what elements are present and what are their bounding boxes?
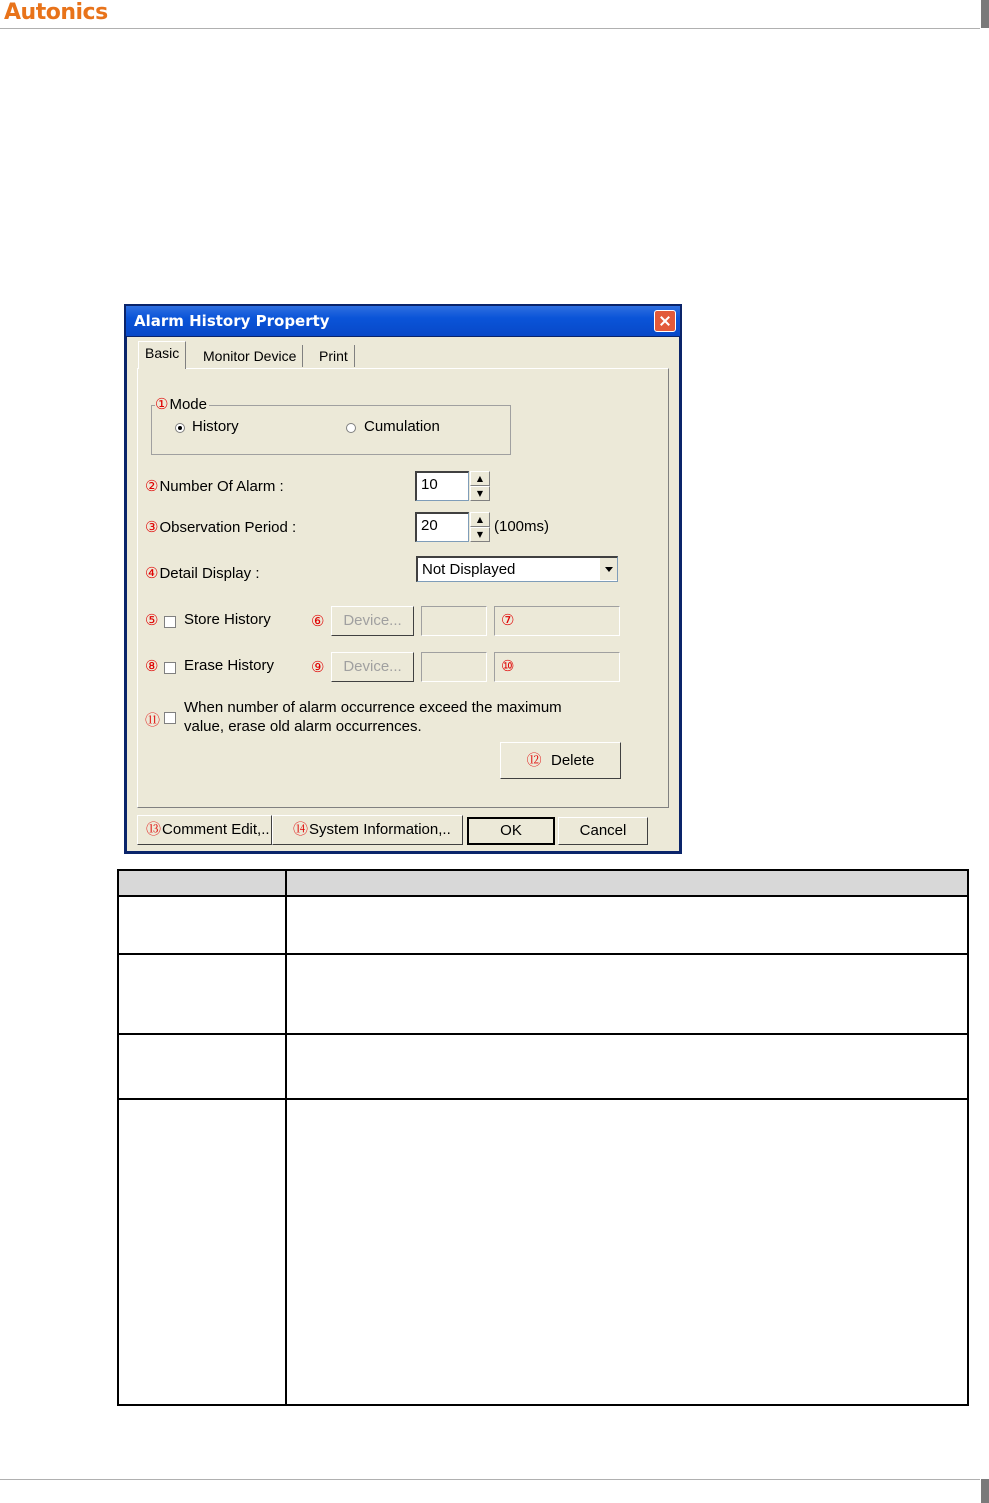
tab-monitor-device[interactable]: Monitor Device <box>197 345 303 367</box>
mode-label <box>155 395 209 413</box>
table-cell <box>286 896 968 954</box>
table-row <box>118 1099 968 1405</box>
history-radio[interactable] <box>175 423 185 433</box>
spin-down-icon[interactable]: ▼ <box>470 486 490 501</box>
table-header-row <box>118 870 968 896</box>
observation-period-spinner[interactable] <box>470 512 490 542</box>
delete-button[interactable] <box>500 742 621 779</box>
description-table <box>117 869 969 1406</box>
header-block <box>981 0 989 28</box>
footer-rule <box>0 1479 980 1480</box>
marker-7: ⑦ <box>501 612 515 629</box>
marker-3: ③ <box>145 519 159 536</box>
erase-device-name-field[interactable] <box>494 652 620 682</box>
cumulation-radio-label[interactable]: Cumulation <box>364 418 440 435</box>
observation-period-text: Observation Period : <box>159 519 297 536</box>
marker-13: ⑬ <box>146 821 162 838</box>
observation-period-label <box>145 518 296 536</box>
spin-up-icon[interactable]: ▲ <box>470 512 490 527</box>
table-cell <box>118 1099 286 1405</box>
title-bar[interactable] <box>126 306 680 336</box>
table-header-cell <box>286 870 968 896</box>
tab-print[interactable]: Print <box>313 345 355 367</box>
marker-14: ⑭ <box>293 821 309 838</box>
number-of-alarm-spinner[interactable] <box>470 471 490 501</box>
detail-display-value: Not Displayed <box>422 561 516 578</box>
close-icon[interactable] <box>654 310 676 332</box>
observation-period-unit: (100ms) <box>494 518 550 535</box>
cancel-button[interactable]: Cancel <box>558 817 648 845</box>
table-cell <box>118 1034 286 1099</box>
header-rule <box>0 28 980 29</box>
detail-display-text: Detail Display : <box>159 565 260 582</box>
comment-edit-button[interactable] <box>137 815 272 845</box>
number-of-alarm-text: Number Of Alarm : <box>159 478 284 495</box>
store-history-label[interactable]: Store History <box>184 611 271 628</box>
number-of-alarm-input[interactable]: 10 <box>415 471 469 501</box>
erase-history-checkbox[interactable] <box>164 662 176 674</box>
table-cell <box>286 1099 968 1405</box>
chevron-down-icon[interactable] <box>599 558 617 580</box>
brand-logo: Autonics <box>4 0 108 25</box>
ok-button[interactable]: OK <box>467 817 555 845</box>
marker-12: ⑫ <box>526 752 542 769</box>
spin-down-icon[interactable]: ▼ <box>470 527 490 542</box>
store-device-name-field[interactable] <box>494 606 620 636</box>
marker-6: ⑥ <box>311 613 325 630</box>
alarm-history-dialog <box>124 304 682 854</box>
erase-old-checkbox[interactable] <box>164 712 176 724</box>
table-cell <box>286 1034 968 1099</box>
detail-display-label <box>145 564 260 582</box>
erase-history-label[interactable]: Erase History <box>184 657 275 674</box>
marker-1: ① <box>155 396 169 413</box>
store-history-checkbox[interactable] <box>164 616 176 628</box>
erase-old-line2[interactable]: value, erase old alarm occurrences. <box>184 718 422 735</box>
marker-4: ④ <box>145 565 159 582</box>
detail-display-select[interactable] <box>416 556 618 582</box>
cumulation-radio[interactable] <box>346 423 356 433</box>
marker-2: ② <box>145 478 159 495</box>
store-device-field[interactable] <box>421 606 487 636</box>
system-information-label: System Information,.. <box>309 821 451 838</box>
comment-edit-label: Comment Edit,.. <box>162 821 270 838</box>
store-device-button[interactable]: Device... <box>331 606 414 636</box>
observation-period-input[interactable]: 20 <box>415 512 469 542</box>
marker-8: ⑧ <box>145 658 159 675</box>
marker-11: ⑪ <box>145 712 161 729</box>
footer-block <box>981 1479 989 1503</box>
table-header-cell <box>118 870 286 896</box>
system-information-button[interactable] <box>272 815 463 845</box>
erase-device-field[interactable] <box>421 652 487 682</box>
history-radio-label[interactable]: History <box>192 418 239 435</box>
mode-label-text: Mode <box>169 396 207 413</box>
delete-button-label: Delete <box>551 752 595 769</box>
erase-old-line1[interactable]: When number of alarm occurrence exceed the maximum <box>184 699 562 716</box>
dialog-title: Alarm History Property <box>134 312 330 330</box>
marker-10: ⑩ <box>501 658 515 675</box>
table-row <box>118 896 968 954</box>
tab-basic[interactable]: Basic <box>138 341 186 369</box>
table-row <box>118 1034 968 1099</box>
table-cell <box>118 954 286 1034</box>
marker-5: ⑤ <box>145 612 159 629</box>
dialog-client <box>127 337 679 851</box>
table-row <box>118 954 968 1034</box>
spin-up-icon[interactable]: ▲ <box>470 471 490 486</box>
table-cell <box>286 954 968 1034</box>
marker-9: ⑨ <box>311 659 325 676</box>
number-of-alarm-label <box>145 477 284 495</box>
table-cell <box>118 896 286 954</box>
erase-device-button[interactable]: Device... <box>331 652 414 682</box>
